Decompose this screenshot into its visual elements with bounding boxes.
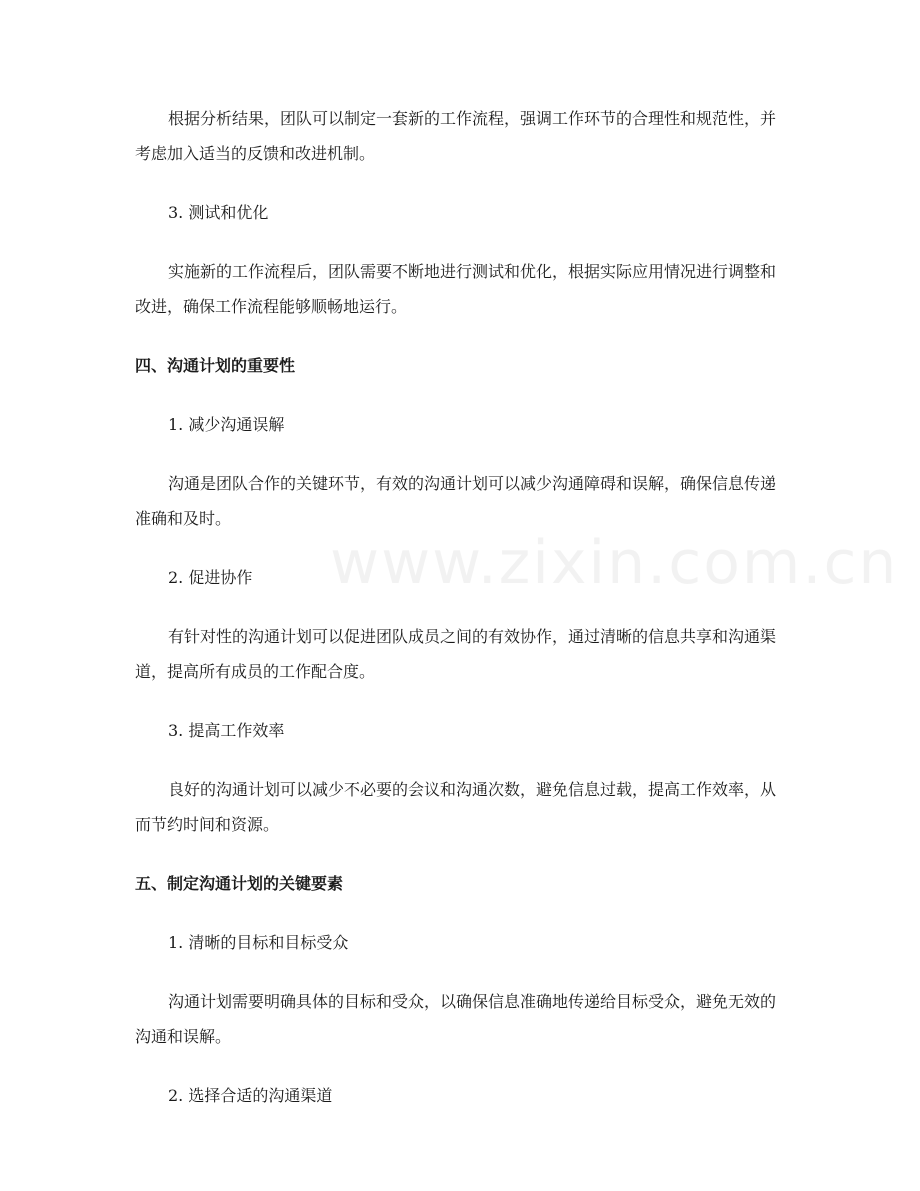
watermark: www.zixin.com.cn (330, 528, 899, 598)
subheading: 3. 测试和优化 (168, 203, 269, 222)
subheading: 3. 提高工作效率 (168, 721, 285, 740)
paragraph: 良好的沟通计划可以减少不必要的会议和沟通次数，避免信息过载，提高工作效率，从而节约时间和资源。 (135, 780, 777, 834)
document-body (135, 101, 785, 1113)
section-heading: 五、制定沟通计划的关键要素 (135, 874, 344, 893)
paragraph: 实施新的工作流程后，团队需要不断地进行测试和优化，根据实际应用情况进行调整和改进，确保工作流程能够顺畅地运行。 (135, 262, 777, 316)
paragraph: 根据分析结果，团队可以制定一套新的工作流程，强调工作环节的合理性和规范性，并考虑加入适当的反馈和改进机制。 (135, 109, 777, 163)
subheading: 1. 减少沟通误解 (168, 415, 285, 434)
subheading: 2. 选择合适的沟通渠道 (168, 1086, 333, 1105)
section-heading: 四、沟通计划的重要性 (135, 356, 296, 375)
paragraph: 沟通是团队合作的关键环节，有效的沟通计划可以减少沟通障碍和误解，确保信息传递准确和及时。 (135, 474, 777, 528)
subheading: 2. 促进协作 (168, 568, 253, 587)
paragraph: 有针对性的沟通计划可以促进团队成员之间的有效协作，通过清晰的信息共享和沟通渠道，提高所有成员的工作配合度。 (135, 627, 777, 681)
subheading: 1. 清晰的目标和目标受众 (168, 933, 349, 952)
paragraph: 沟通计划需要明确具体的目标和受众，以确保信息准确地传递给目标受众，避免无效的沟通和误解。 (135, 992, 777, 1046)
